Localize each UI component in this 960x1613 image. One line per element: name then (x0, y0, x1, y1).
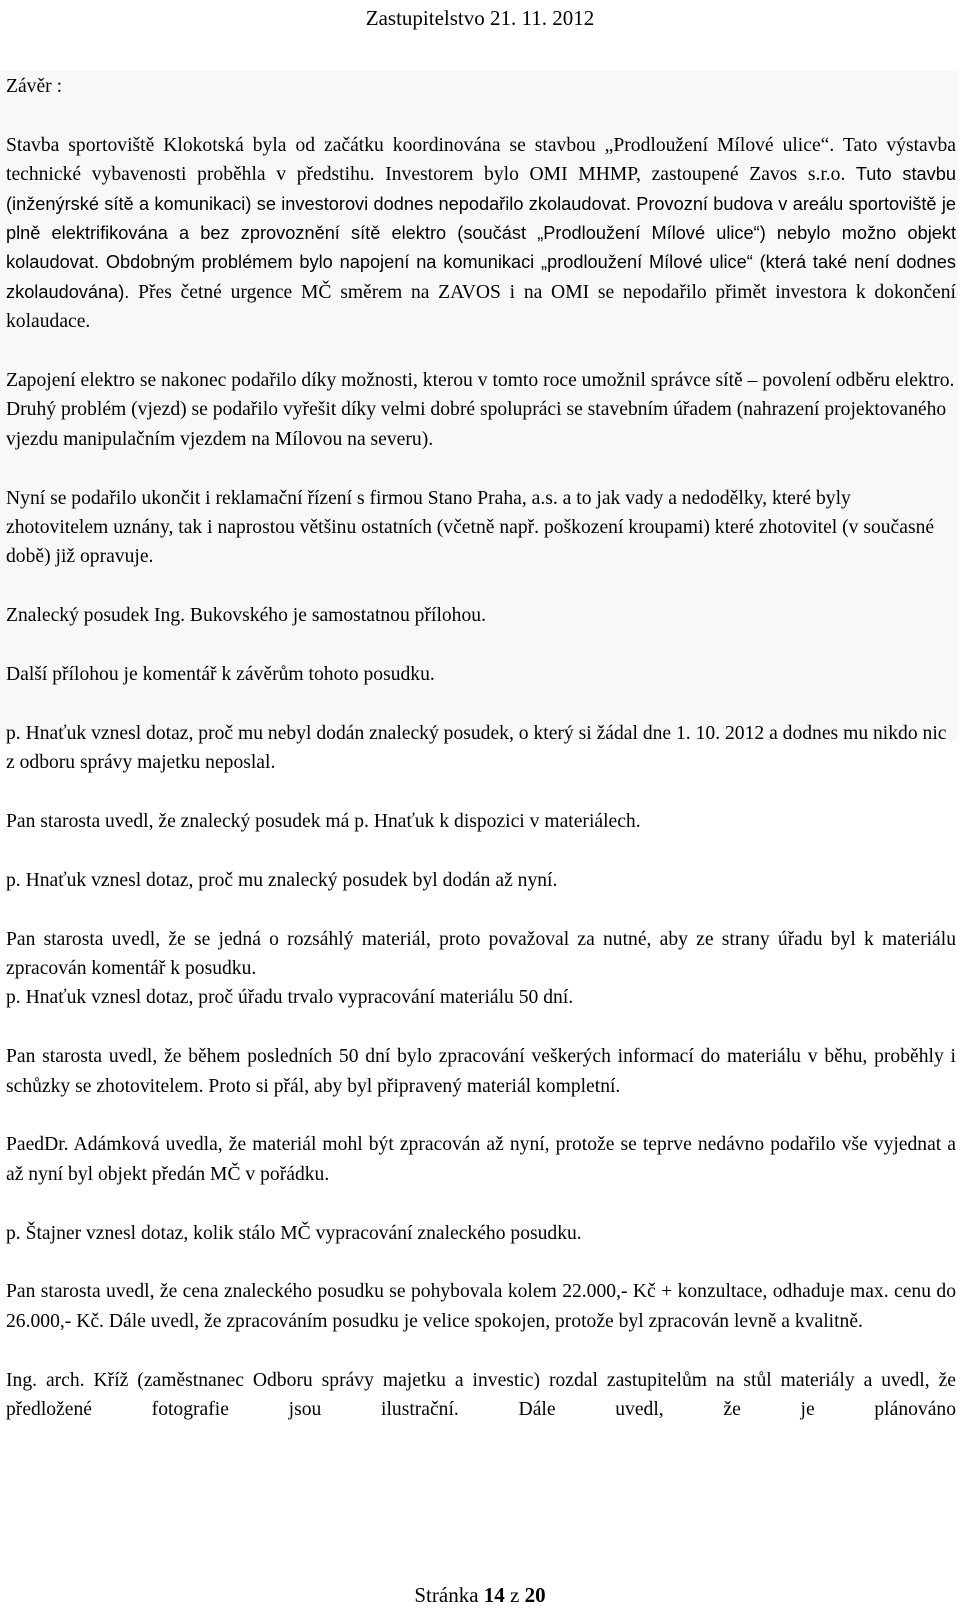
discussion-paragraph-3: p. Hnaťuk vznesl dotaz, proč mu znalecký posudek byl dodán až nyní. (6, 869, 558, 891)
discussion-paragraph-2: Pan starosta uvedl, že znalecký posudek má p. Hnaťuk k dispozici v materiálech. (6, 811, 641, 833)
conclusion-p1-part-e: Přes četné urgence MČ směrem na ZAVOS i na OMI se nepodařilo přimět investora k dokončení kolaudace. (6, 281, 956, 333)
conclusion-paragraph-3: Nyní se podařilo ukončit i reklamační řízení s firmou Stano Praha, a.s. a to jak vady a nedodělky, které byly zhotovitelem uznány, tak i naprostou většinu ostatních (včetně např. poškození kroupami) které zhotovitel (v současné době) již opravuje. (6, 487, 935, 568)
conclusion-p2-part-a: Zapojení elektro se nakonec podařilo díky možnosti, kterou v tomto roce umožnil správce sítě – povolení odběru elektro. (6, 370, 955, 392)
spacer (6, 337, 956, 366)
spacer (6, 836, 956, 865)
footer-page-total: 20 (524, 1583, 546, 1607)
spacer (6, 1101, 956, 1130)
conclusion-paragraph-5: Další přílohou je komentář k závěrům tohoto posudku. (6, 664, 435, 686)
conclusion-p1-part-a: Stavba sportoviště Klokotská byla od začátku koordinována se stavbou „Prodloužení Mílové ulice“. Tato výstavba technické vybavenosti proběhla v předstihu. Investorem bylo OMI MHMP, zastoupené Zavos s.r.o. (6, 134, 956, 186)
page-content (6, 72, 956, 1424)
spacer (6, 1336, 956, 1365)
spacer (6, 631, 956, 660)
discussion-paragraph-6: PaedDr. Adámková uvedla, že materiál mohl být zpracován až nyní, protože se teprve nedávno podařilo vše vyjednat a až nyní byl objekt předán MČ v pořádku. (6, 1134, 956, 1185)
page-footer (0, 1583, 960, 1607)
conclusion-paragraph-2 (6, 366, 956, 454)
discussion-paragraph-8: Pan starosta uvedl, že cena znaleckého posudku se pohybovala kolem 22.000,- Kč + konzultace, odhaduje max. cenu do 26.000,- Kč. Dále uvedl, že zpracováním posudku je velice spokojen, protože byl zpracován levně a kvalitně. (6, 1281, 956, 1332)
conclusion-p2-part-b: Druhý problém (vjezd) se podařilo vyřešit díky velmi dobré spolupráci se stavebním úřadem (nahrazení projektovaného vjezdu manipulačním vjezdem na Mílovou na severu). (6, 399, 947, 450)
spacer (6, 572, 956, 601)
conclusion-paragraph-1 (6, 131, 956, 337)
discussion-paragraph-1: p. Hnaťuk vznesl dotaz, proč mu nebyl dodán znalecký posudek, o který si žádal dne 1. 10. 2012 a dodnes mu nikdo nic z odboru správy majetku neposlal. (6, 722, 947, 774)
footer-prefix: Stránka (414, 1583, 484, 1607)
conclusion-p1-part-d: Obdobným problémem bylo napojení na komunikaci „prodloužení Mílové ulice“ (která také není dodnes zkolaudována). (6, 252, 956, 302)
discussion-paragraph-4a: Pan starosta uvedl, že se jedná o rozsáhlý materiál, proto považoval za nutné, aby ze strany úřadu byl k materiálu zpracován komentář k posudku. (6, 928, 956, 980)
discussion-paragraph-4b: p. Hnaťuk vznesl dotaz, proč úřadu trvalo vypracování materiálu 50 dní. (6, 987, 574, 1009)
conclusion-paragraph-4: Znalecký posudek Ing. Bukovského je samostatnou přílohou. (6, 605, 486, 627)
spacer (6, 454, 956, 483)
spacer (6, 778, 956, 807)
discussion-paragraph-9: Ing. arch. Kříž (zaměstnanec Odboru správy majetku a investic) rozdal zastupitelům na stůl materiály a uvedl, že předložené fotografie jsou ilustrační. Dále uvedl, že je plánováno (6, 1369, 956, 1421)
spacer (6, 101, 956, 130)
discussion-paragraph-7: p. Štajner vznesl dotaz, kolik stálo MČ vypracování znaleckého posudku. (6, 1222, 582, 1244)
spacer (6, 1248, 956, 1277)
spacer (6, 1189, 956, 1218)
discussion-paragraph-5: Pan starosta uvedl, že během posledních 50 dní bylo zpracování veškerých informací do materiálu v běhu, proběhly i schůzky se zhotovitelem. Proto si přál, aby byl připravený materiál kompletní. (6, 1046, 956, 1097)
conclusion-p1-part-c: Provozní budova v areálu sportoviště je plně elektrifikována a bez zprovoznění sítě elektro (součást „Prodloužení Mílové ulice“) nebylo možno objekt kolaudovat. (6, 193, 957, 273)
spacer (6, 1013, 956, 1042)
conclusion-heading: Závěr : (6, 76, 63, 97)
footer-middle: z (504, 1583, 525, 1607)
footer-page-number: 14 (483, 1583, 505, 1607)
page-header: Zastupitelstvo 21. 11. 2012 (365, 6, 595, 30)
spacer (6, 689, 956, 718)
conclusion-p1-part-b: Tuto stavbu (inženýrské sítě a komunikaci) se investorovi dodnes nepodařilo zkolaudovat. (6, 164, 956, 214)
spacer (6, 895, 956, 924)
